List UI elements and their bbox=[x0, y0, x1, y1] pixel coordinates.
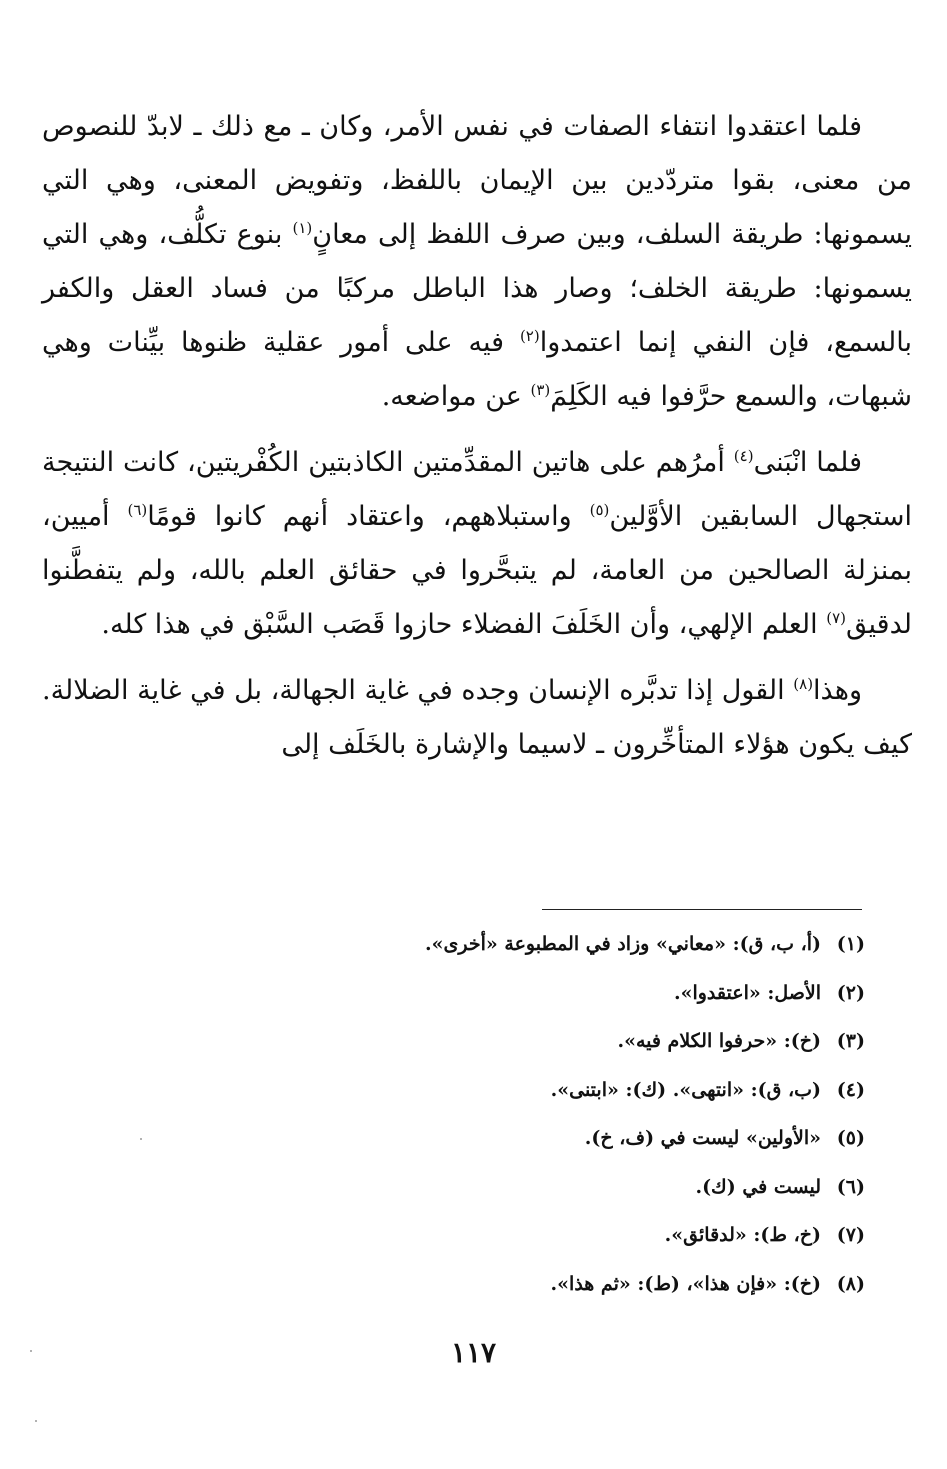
footnote-number: (٧) bbox=[836, 1224, 865, 1246]
paragraph bbox=[42, 664, 912, 772]
text-run: فلما اعتقدوا انتفاء الصفات في نفس الأمر، وكان ـ مع ذلك ـ لابدّ للنصوص من معنى، بقوا متردّدين بين الإيمان باللفظ، وتفويض المعنى، وهي التي يسمونها: طريقة السلف، وبين صرف اللفظ إلى معانٍ bbox=[42, 111, 912, 250]
footnote bbox=[200, 1017, 865, 1066]
footnote bbox=[200, 1066, 865, 1115]
text-run: القول إذا تدبَّره الإنسان وجده في غاية الجهالة، بل في غاية الضلالة. كيف يكون هؤلاء المتأخِّرون ـ لاسيما والإشارة بالخَلَف إلى bbox=[42, 675, 912, 760]
footnote bbox=[200, 920, 865, 969]
footnote-marker: (٥) bbox=[589, 501, 610, 519]
footnote-number: (٦) bbox=[836, 1175, 865, 1198]
text-run: بنوع تكلُّف، وهي التي يسمونها: طريقة الخلف؛ وصار هذا الباطل مركبًا من فساد العقل والكفر بالسمع، فإن النفي إنما اعتمدوا bbox=[42, 219, 912, 358]
footnote-text: «الأولين» ليست في (ف، خ). bbox=[584, 1127, 821, 1149]
scan-speck bbox=[140, 1138, 142, 1140]
main-text bbox=[42, 100, 912, 784]
footnote-text: (ب، ق): «انتهى». (ك): «ابتنى». bbox=[550, 1078, 821, 1101]
text-run: وهذا bbox=[813, 675, 862, 706]
text-run: العلم الإلهي، وأن الخَلَفَ الفضلاء حازوا قَصَب السَّبْق في هذا كله. bbox=[101, 609, 827, 640]
footnote bbox=[200, 1114, 865, 1163]
text-run: عن مواضعه. bbox=[381, 381, 531, 412]
scan-speck bbox=[30, 1350, 32, 1352]
footnote-text: ليست في (ك). bbox=[695, 1175, 821, 1198]
footnote-number: (٤) bbox=[836, 1078, 865, 1101]
footnote-text: (خ، ط): «لدقائق». bbox=[664, 1224, 821, 1246]
text-run: فيه على أمور عقلية ظنوها بيِّنات وهي شبهات، والسمع حرَّفوا فيه الكَلِمَ bbox=[42, 327, 912, 412]
footnotes-list bbox=[200, 920, 865, 1308]
paragraph bbox=[42, 436, 912, 652]
footnote-marker: (١) bbox=[292, 219, 313, 237]
footnote-number: (٢) bbox=[836, 981, 865, 1004]
text-run: أمرُهم على هاتين المقدِّمتين الكاذبتين الكُفْريتين، كانت النتيجة استجهال السابقين الأوَّلين bbox=[42, 447, 913, 532]
footnote-marker: (٢) bbox=[519, 327, 540, 345]
footnote-marker: (٣) bbox=[530, 381, 551, 399]
footnote-separator bbox=[542, 909, 862, 910]
paragraph bbox=[42, 100, 912, 424]
footnote-text: الأصل: «اعتقدوا». bbox=[673, 981, 821, 1004]
footnote bbox=[200, 969, 865, 1018]
footnote-number: (٥) bbox=[836, 1127, 865, 1149]
footnote bbox=[200, 1211, 865, 1260]
footnote-marker: (٤) bbox=[733, 447, 754, 465]
page-number: ١١٧ bbox=[450, 1336, 497, 1369]
footnote-number: (٣) bbox=[836, 1030, 865, 1052]
footnote-marker: (٨) bbox=[793, 675, 814, 693]
footnote bbox=[200, 1260, 865, 1309]
footnote-number: (١) bbox=[836, 933, 865, 955]
text-run: فلما انْبَنى bbox=[753, 447, 862, 478]
scan-speck bbox=[35, 1420, 37, 1422]
text-run: أميين، بمنزلة الصالحين من العامة، لم يتبحَّروا في حقائق العلم بالله، ولم يتفطَّنوا لدقيق bbox=[42, 501, 912, 640]
footnote-text: (أ، ب، ق): «معاني» وزاد في المطبوعة «أخرى». bbox=[425, 933, 821, 955]
footnote-marker: (٦) bbox=[127, 501, 148, 519]
footnote-text: (خ): «فإن هذا»، (ط): «ثم هذا». bbox=[550, 1272, 821, 1295]
footnote-marker: (٧) bbox=[826, 609, 847, 627]
footnote-number: (٨) bbox=[836, 1272, 865, 1295]
text-run: واستبلاههم، واعتقاد أنهم كانوا قومًا bbox=[147, 501, 590, 532]
footnote bbox=[200, 1163, 865, 1212]
footnote-text: (خ): «حرفوا الكلام فيه». bbox=[617, 1030, 821, 1052]
